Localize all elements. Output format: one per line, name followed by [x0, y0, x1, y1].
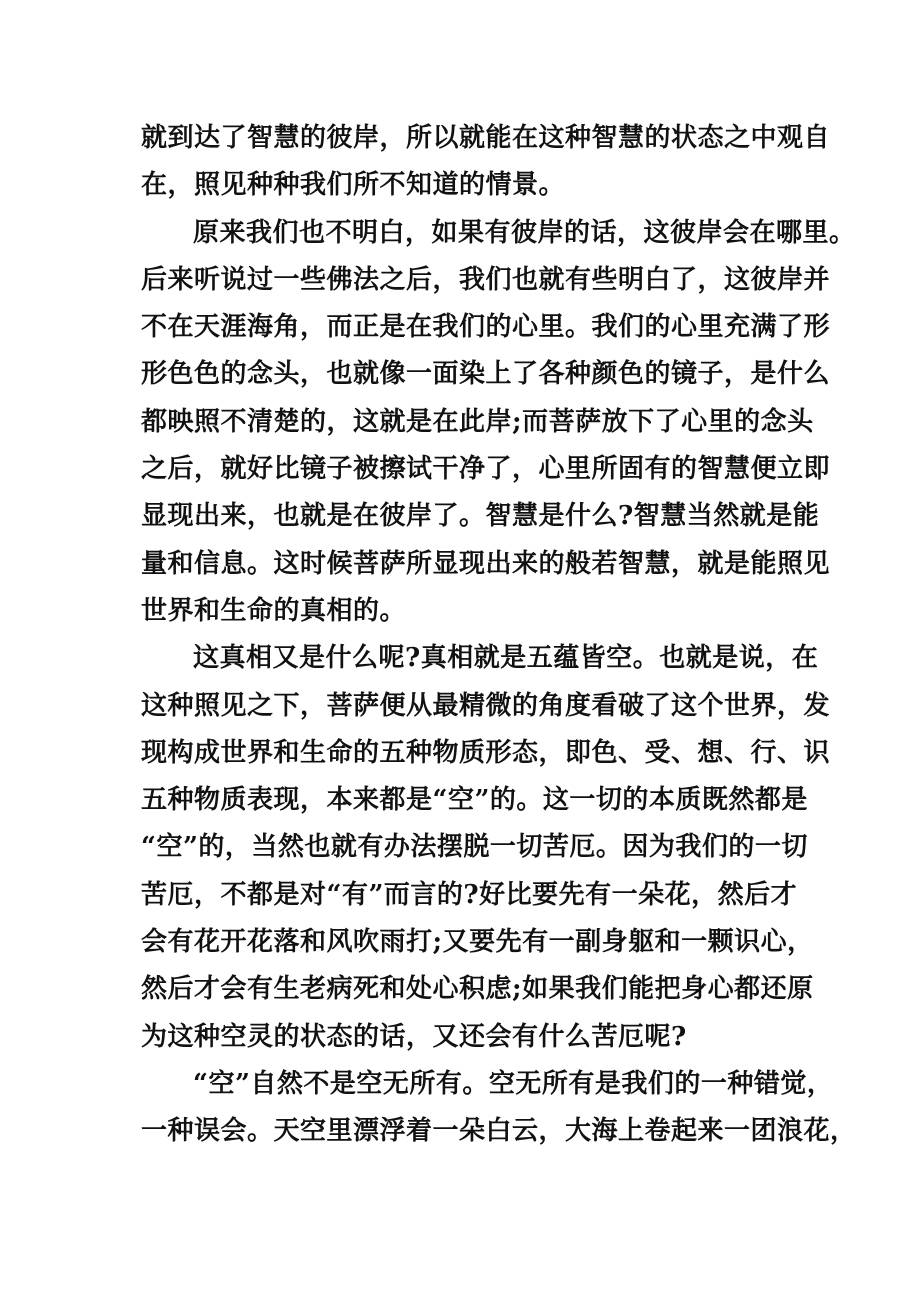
text-line: 原来我们也不明白，如果有彼岸的话，这彼岸会在哪里。 — [193, 217, 856, 248]
text-line: 然后才会有生老病死和处心积虑;如果我们能把身心都还原 — [141, 974, 814, 1005]
text-line: 在，照见种种我们所不知道的情景。 — [141, 170, 566, 201]
text-line: “空”的，当然也就有办法摆脱一切苦厄。因为我们的一切 — [141, 832, 808, 863]
text-line: 显现出来，也就是在彼岸了。智慧是什么?智慧当然就是能 — [141, 501, 820, 532]
text-line: 苦厄，不都是对“有”而言的?好比要先有一朵花，然后才 — [141, 879, 798, 910]
text-line: 世界和生命的真相的。 — [141, 595, 407, 626]
text-line: 之后，就好比镜子被擦试干净了，心里所固有的智慧便立即 — [141, 454, 831, 485]
text-line: 形色色的念头，也就像一面染上了各种颜色的镜子，是什么 — [141, 359, 831, 390]
text-line: 这真相又是什么呢?真相就是五蕴皆空。也就是说，在 — [193, 643, 819, 674]
text-line: 都映照不清楚的，这就是在此岸;而菩萨放下了心里的念头 — [141, 406, 814, 437]
text-line: 不在天涯海角，而正是在我们的心里。我们的心里充满了形 — [141, 312, 831, 343]
text-line: 一种误会。天空里漂浮着一朵白云，大海上卷起来一团浪花， — [141, 1116, 857, 1147]
text-line: 这种照见之下，菩萨便从最精微的角度看破了这个世界，发 — [141, 690, 831, 721]
text-line: 就到达了智慧的彼岸，所以就能在这种智慧的状态之中观自 — [141, 123, 831, 153]
document-body-text — [141, 115, 857, 1156]
text-line: 量和信息。这时候菩萨所显现出来的般若智慧，就是能照见 — [141, 548, 831, 579]
text-line: 后来听说过一些佛法之后，我们也就有些明白了，这彼岸并 — [141, 264, 831, 295]
text-line: 会有花开花落和风吹雨打;又要先有一副身躯和一颗识心， — [141, 927, 814, 958]
text-line: 现构成世界和生命的五种物质形态，即色、受、想、行、识 — [141, 737, 831, 768]
text-line: “空”自然不是空无所有。空无所有是我们的一种错觉， — [193, 1068, 834, 1099]
text-line: 五种物质表现，本来都是“空”的。这一切的本质既然都是 — [141, 785, 808, 816]
text-line: 为这种空灵的状态的话，又还会有什么苦厄呢? — [141, 1021, 687, 1052]
